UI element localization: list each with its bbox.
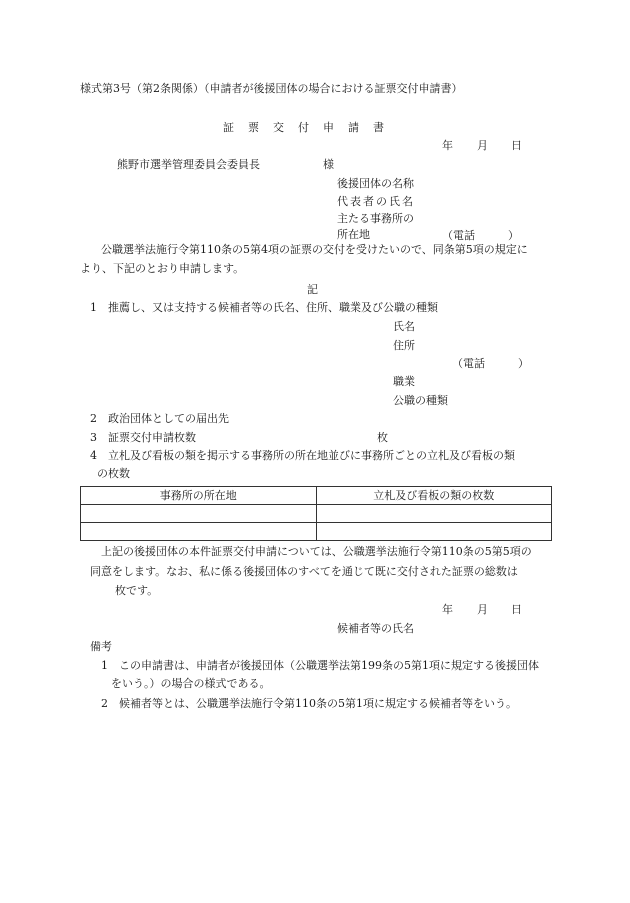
remarks-note-2: 2 候補者等とは、公職選挙法施行令第110条の5第1項に規定する候補者等をいう。 (101, 697, 517, 710)
office-label-2: 所在地 (337, 228, 370, 241)
org-name-label: 後援団体の名称 (337, 177, 414, 190)
table-header-count: 立札及び看板の類の枚数 (316, 487, 552, 505)
item-2-text: 2 政治団体としての届出先 (90, 412, 229, 425)
date-2-year: 年 (442, 603, 453, 616)
table-cell (81, 505, 317, 523)
table-cell (81, 523, 317, 541)
item-4-line-1: 4 立札及び看板の類を掲示する事務所の所在地並びに事務所ごとの立札及び看板の類 (90, 449, 515, 462)
form-title: 証票交付申請書 (223, 121, 398, 134)
table-cell (316, 523, 552, 541)
remarks-heading: 備考 (90, 640, 112, 653)
date-2-day: 日 (511, 603, 522, 616)
office-label-1: 主たる事務所の (337, 212, 414, 225)
table-cell (316, 505, 552, 523)
item-1-text: 1 推薦し、又は支持する候補者等の氏名、住所、職業及び公職の種類 (90, 301, 438, 314)
ki-mark: 記 (307, 283, 318, 296)
table-header-address: 事務所の所在地 (81, 487, 317, 505)
date-day: 日 (511, 139, 522, 152)
item-4-line-2: の枚数 (97, 467, 130, 480)
item-1-office-type-label: 公職の種類 (393, 394, 448, 407)
consent-line-2: 同意をします。なお、私に係る後援団体のすべてを通じて既に交付された証票の総数は (90, 565, 518, 578)
consent-line-1: 上記の後援団体の本件証票交付申請については、公職選挙法施行令第110条の5第5項の (101, 545, 532, 558)
intro-line-2: より、下記のとおり申請します。 (80, 262, 245, 275)
table-row (81, 523, 552, 541)
rep-name-label: 代表者の氏名 (337, 195, 415, 208)
table-row (81, 505, 552, 523)
applicant-phone-label: （電話 ） (442, 229, 519, 242)
office-sign-table (80, 486, 552, 541)
item-1-address-label: 住所 (393, 339, 415, 352)
addressee-name: 熊野市選挙管理委員会委員長 (117, 158, 260, 171)
item-1-phone-label: （電話 ） (452, 357, 529, 370)
candidate-name-label: 候補者等の氏名 (337, 622, 414, 635)
item-1-name-label: 氏名 (393, 320, 415, 333)
addressee-honorific: 様 (323, 158, 334, 171)
date-2-month: 月 (477, 603, 488, 616)
date-year: 年 (442, 139, 453, 152)
remarks-note-1-line-2: をいう。）の場合の様式である。 (111, 677, 271, 690)
item-1-occupation-label: 職業 (393, 375, 415, 388)
date-month: 月 (477, 139, 488, 152)
table-header-row (81, 487, 552, 505)
consent-line-3: 枚です。 (115, 584, 159, 597)
item-3-unit: 枚 (377, 431, 388, 444)
form-header: 様式第3号（第2条関係）（申請者が後援団体の場合における証票交付申請書） (80, 82, 463, 95)
remarks-note-1-line-1: 1 この申請書は、申請者が後援団体（公職選挙法第199条の5第1項に規定する後援団体 (101, 659, 539, 672)
intro-line-1: 公職選挙法施行令第110条の5第4項の証票の交付を受けたいので、同条第5項の規定に (101, 243, 528, 256)
item-3-text: 3 証票交付申請枚数 (90, 431, 196, 444)
